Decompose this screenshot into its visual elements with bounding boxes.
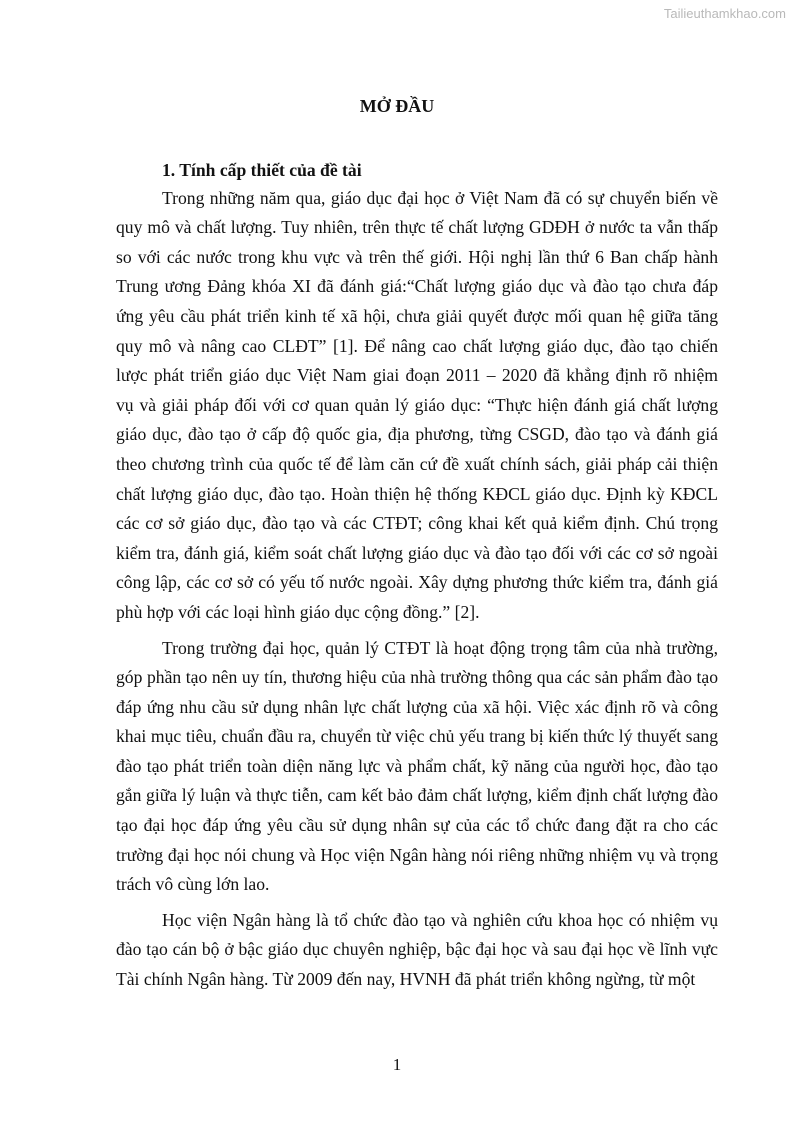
- text-line: so với các nước trong khu vực và trên thế giới. Hội nghị lần thứ 6 Ban chấp hành: [116, 246, 718, 267]
- text-line: chất lượng giáo dục, đào tạo. Hoàn thiện hệ thống KĐCL giáo dục. Định kỳ KĐCL: [116, 483, 718, 504]
- text-line: các cơ sở giáo dục, đào tạo và các CTĐT; công khai kết quả kiểm định. Chú trọng: [116, 513, 718, 534]
- text-line: lược phát triển giáo dục Việt Nam giai đoạn 2011 – 2020 đã khẳng định rõ nhiệm: [116, 365, 718, 386]
- text-line: đào tạo phát triển toàn diện năng lực và phẩm chất, kỹ năng của người học, đào tạo: [116, 755, 718, 776]
- text-line: Học viện Ngân hàng là tổ chức đào tạo và nghiên cứu khoa học có nhiệm vụ: [162, 909, 718, 930]
- text-line: đào tạo cán bộ ở bậc giáo dục chuyên nghiệp, bậc đại học và sau đại học về lĩnh vực: [116, 939, 718, 960]
- text-line: phù hợp với các loại hình giáo dục cộng đồng.” [2].: [116, 601, 480, 622]
- paragraph: [116, 634, 718, 900]
- text-line: Trong trường đại học, quản lý CTĐT là hoạt động trọng tâm của nhà trường,: [162, 637, 718, 658]
- text-line: trường đại học nói chung và Học viện Ngân hàng nói riêng những nhiệm vụ và trọng: [116, 844, 718, 865]
- text-line: gắn giữa lý luận và thực tiễn, cam kết bảo đảm chất lượng, kiểm định chất lượng đào: [116, 785, 718, 806]
- text-line: quy mô và nâng cao CLĐT” [1]. Để nâng cao chất lượng giáo dục, đào tạo chiến: [116, 335, 718, 356]
- text-line: công lập, các cơ sở có yếu tố nước ngoài. Xây dựng phương thức kiểm tra, đánh giá: [116, 572, 718, 593]
- watermark: Tailieuthamkhao.com: [663, 6, 786, 21]
- page-number: 1: [392, 1055, 402, 1074]
- document-body: [116, 156, 718, 995]
- text-line: góp phần tạo nên uy tín, thương hiệu của nhà trường thông qua các sản phẩm đào tạo: [116, 667, 718, 688]
- text-line: kiểm tra, đánh giá, kiểm soát chất lượng giáo dục và đào tạo đối với các cơ sở ngoài: [116, 542, 718, 563]
- text-line: trách vô cùng lớn lao.: [116, 874, 270, 895]
- text-line: vụ và giải pháp đối với cơ quan quản lý giáo dục: “Thực hiện đánh giá chất lượng: [116, 394, 718, 415]
- text-line: Tài chính Ngân hàng. Từ 2009 đến nay, HVNH đã phát triển không ngừng, từ một: [116, 969, 696, 990]
- paragraph: [116, 906, 718, 995]
- paragraphs: [116, 184, 718, 995]
- text-line: Trong những năm qua, giáo dục đại học ở Việt Nam đã có sự chuyển biến về: [162, 187, 718, 208]
- paragraph: [116, 184, 718, 628]
- text-line: giáo dục, đào tạo ở cấp độ quốc gia, địa phương, từng CSGD, đào tạo và đánh giá: [116, 424, 718, 445]
- text-line: ứng yêu cầu phát triển kinh tế xã hội, chưa giải quyết được mối quan hệ giữa tăng: [116, 305, 718, 326]
- text-line: đáp ứng nhu cầu sử dụng nhân lực chất lượng của xã hội. Việc xác định rõ và công: [116, 696, 718, 717]
- text-line: quy mô và chất lượng. Tuy nhiên, trên thực tế chất lượng GDĐH ở nước ta vẫn thấp: [116, 217, 718, 238]
- text-line: Trung ương Đảng khóa XI đã đánh giá:“Chất lượng giáo dục và đào tạo chưa đáp: [116, 276, 718, 297]
- text-line: khai mục tiêu, chuẩn đầu ra, chuyển từ việc chủ yếu trang bị kiến thức lý thuyết sang: [116, 726, 718, 747]
- page-title: MỞ ĐẦU: [359, 96, 435, 116]
- section-heading: 1. Tính cấp thiết của đề tài: [162, 160, 362, 180]
- text-line: tạo đại học đáp ứng yêu cầu sử dụng nhân sự của các tổ chức đang đặt ra cho các: [116, 815, 718, 836]
- text-line: theo chương trình của quốc tế để làm căn cứ đề xuất chính sách, giải pháp cải thiện: [116, 453, 718, 474]
